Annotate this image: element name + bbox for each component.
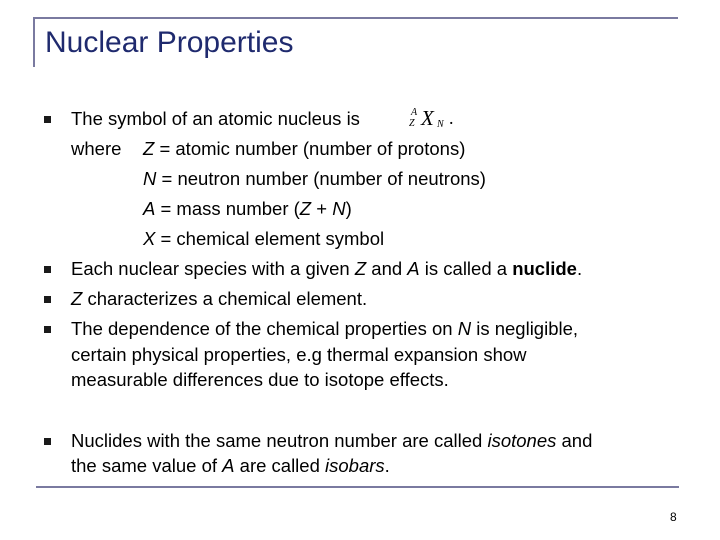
bullet-var: N	[457, 318, 472, 339]
def-var: A	[143, 198, 156, 219]
def-var: X	[143, 228, 156, 249]
neutron-number-subscript: N	[437, 119, 444, 130]
bullet-5-line-2	[71, 455, 390, 477]
bullet-text: and	[366, 258, 408, 279]
nuclide-term: nuclide	[512, 258, 577, 279]
element-symbol: X	[421, 106, 434, 130]
def-text: = mass number (	[155, 198, 300, 219]
def-z	[143, 138, 465, 160]
bullet-marker	[44, 296, 51, 303]
bullet-text: .	[576, 258, 583, 279]
bullet-3	[71, 288, 367, 310]
def-text: = neutron number (number of neutrons)	[156, 168, 486, 189]
where-line	[71, 138, 121, 160]
page-number: 8	[670, 510, 677, 524]
bullet-4-line-3: measurable differences due to isotope effects.	[71, 369, 449, 390]
bullet-text: is negligible,	[471, 318, 579, 339]
bullet-text: The dependence of the chemical properties on	[71, 318, 458, 339]
bullet-1-lead	[71, 108, 360, 130]
symbol-terminator: .	[449, 108, 454, 128]
bullet-2	[71, 258, 582, 280]
def-text: = chemical element symbol	[155, 228, 385, 249]
def-var: Z	[299, 198, 312, 219]
where-word: where	[71, 138, 122, 159]
bullet-marker	[44, 326, 51, 333]
bullet-marker	[44, 116, 51, 123]
bullet-text: is called a	[419, 258, 513, 279]
slide-title: Nuclear Properties	[45, 26, 294, 59]
bullet-1-text: The symbol of an atomic nucleus is	[71, 108, 360, 129]
bullet-5-line-1	[71, 430, 592, 452]
def-var: N	[143, 168, 157, 189]
bullet-var: A	[222, 455, 235, 476]
atomic-number-subscript: Z	[409, 118, 415, 129]
bullet-marker	[44, 438, 51, 445]
isotones-term: isotones	[487, 430, 557, 451]
bullet-text: Nuclides with the same neutron number are called	[71, 430, 488, 451]
bullet-text: are called	[234, 455, 326, 476]
bullet-4-line-2: certain physical properties, e.g thermal expansion show	[71, 344, 527, 365]
mass-number-superscript: A	[411, 107, 418, 118]
bullet-var: Z	[354, 258, 367, 279]
def-var: N	[332, 198, 346, 219]
bullet-text: characterizes a chemical element.	[82, 288, 368, 309]
def-n	[143, 168, 486, 190]
def-var: Z	[143, 138, 155, 159]
bullet-marker	[44, 266, 51, 273]
bullet-4-line-1	[71, 318, 578, 340]
bullet-text: .	[384, 455, 390, 476]
def-x	[143, 228, 384, 250]
isobars-term: isobars	[325, 455, 385, 476]
def-text: )	[345, 198, 352, 219]
def-text: +	[311, 198, 333, 219]
def-text: = atomic number (number of protons)	[154, 138, 466, 159]
bullet-var: A	[407, 258, 420, 279]
def-a	[143, 198, 352, 220]
bullet-text: the same value of	[71, 455, 223, 476]
bullet-text: and	[556, 430, 593, 451]
bullet-text: Each nuclear species with a given	[71, 258, 355, 279]
bullet-var: Z	[71, 288, 83, 309]
frame-bottom-rule	[36, 486, 679, 488]
